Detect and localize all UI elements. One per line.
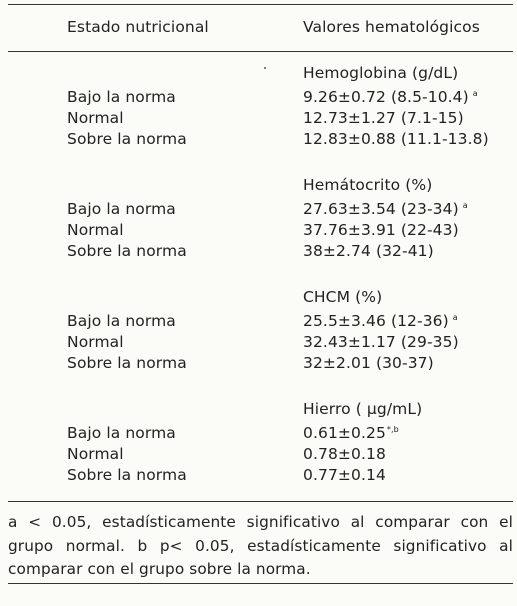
- table-row: [0, 242, 517, 262]
- row-state: Sobre la norma: [67, 242, 187, 260]
- row-state: Normal: [67, 109, 124, 127]
- row-value: 0.78±0.18: [303, 445, 386, 463]
- row-value: 38±2.74 (32-41): [303, 242, 434, 260]
- row-value: 12.73±1.27 (7.1-15): [303, 109, 464, 127]
- table-row: [0, 312, 517, 332]
- row-value: 27.63±3.54 (23-34) $^a$: [303, 200, 468, 218]
- table-row: [0, 466, 517, 486]
- scan-speck: [264, 67, 266, 69]
- row-state: Bajo la norma: [67, 200, 176, 218]
- table-row: [0, 333, 517, 353]
- table-row: [0, 424, 517, 444]
- significance-mark: a: [472, 89, 478, 98]
- row-state: Sobre la norma: [67, 354, 187, 372]
- table-row: [0, 445, 517, 465]
- row-value: 12.83±0.88 (11.1-13.8): [303, 130, 489, 148]
- row-state: Bajo la norma: [67, 424, 176, 442]
- row-value: $0.61\pm 0.25^{*,b}$: [303, 424, 399, 442]
- header-hematological-values: Valores hematológicos: [303, 18, 480, 36]
- table-row: [0, 109, 517, 129]
- table-header: [0, 18, 517, 42]
- row-state: Sobre la norma: [67, 466, 187, 484]
- row-value: 9.26±0.72 (8.5-10.4) $^a$: [303, 88, 478, 106]
- table-row: [0, 221, 517, 241]
- row-value: 32.43±1.17 (29-35): [303, 333, 459, 351]
- row-state: Normal: [67, 445, 124, 463]
- param-label: CHCM (%): [303, 288, 383, 306]
- significance-mark: *,b: [386, 425, 399, 434]
- row-state: Sobre la norma: [67, 130, 187, 148]
- table-top-rule: [8, 4, 513, 5]
- param-label: Hierro ( µg/mL): [303, 400, 423, 418]
- row-state: Bajo la norma: [67, 88, 176, 106]
- table-row: [0, 200, 517, 220]
- row-state: Bajo la norma: [67, 312, 176, 330]
- table-row: [0, 88, 517, 108]
- table-row: [0, 130, 517, 150]
- footnote-top-rule: [8, 501, 513, 502]
- param-label: Hemátocrito (%): [303, 176, 433, 194]
- significance-mark: a: [452, 313, 458, 322]
- row-state: Normal: [67, 333, 124, 351]
- row-value: 0.77±0.14: [303, 466, 386, 484]
- header-rule: [8, 51, 513, 52]
- table-row: [0, 354, 517, 374]
- significance-mark: a: [462, 201, 468, 210]
- row-state: Normal: [67, 221, 124, 239]
- row-value: 32±2.01 (30-37): [303, 354, 434, 372]
- param-label: Hemoglobina (g/dL): [303, 64, 459, 82]
- header-nutritional-state: Estado nutricional: [67, 18, 209, 36]
- row-value: 25.5±3.46 (12-36) $^a$: [303, 312, 458, 330]
- table-bottom-rule: [8, 583, 513, 584]
- row-value: 37.76±3.91 (22-43): [303, 221, 459, 239]
- table-footnote: a < 0.05, estadísticamente significativo al comparar con el grupo normal. b p< 0.05, estadísticamente significativo al comparar con el grupo sobre la norma.: [8, 513, 513, 578]
